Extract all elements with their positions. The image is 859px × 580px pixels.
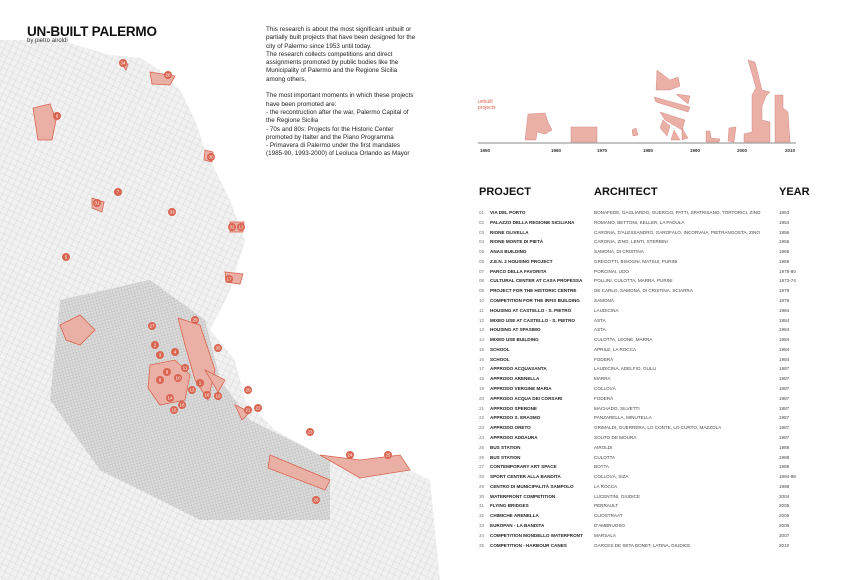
row-project: PROJECT FOR THE HISTORIC CENTRE <box>490 288 577 294</box>
map-marker-label: 15 <box>171 407 177 413</box>
row-architect: CULOTTA, LEONE, MARRA <box>594 337 653 343</box>
row-architect: MARSALA <box>594 532 616 538</box>
timeline-chart <box>470 50 810 160</box>
row-project: MIXED USE AT CASTELLO - S. PIETRO <box>490 317 575 323</box>
row-number: 01 <box>479 210 485 215</box>
row-year: 1994-99 <box>779 474 796 480</box>
row-project: APPRODO ACQUASANTA <box>490 366 547 372</box>
row-architect: LAUDICINA, ADELFIO, GULLI <box>594 366 657 372</box>
author-byline: by pietro airoldi <box>27 38 68 44</box>
timeline-year-label: 1990 <box>690 148 701 153</box>
row-project: CONTEMPORARY ART SPACE <box>490 464 557 470</box>
row-year: 2005 <box>779 513 790 519</box>
table-row <box>479 276 819 286</box>
row-number: 09 <box>479 288 485 294</box>
table-row <box>479 218 819 228</box>
table-row <box>479 511 819 521</box>
row-number: 11 <box>479 307 484 313</box>
row-project: Z.E.N. 2 HOUSING PROJECT <box>490 258 553 264</box>
row-architect: LAUDICINA <box>594 307 619 313</box>
row-architect: D'AMBRUOSO <box>594 522 625 528</box>
row-number: 04 <box>479 239 485 245</box>
row-number: 27 <box>479 464 485 470</box>
row-architect: COLLOVÀ <box>594 386 616 392</box>
row-project: COMPETITION FOR THE IRFIS BUILDING <box>490 298 580 304</box>
row-year: 1956 <box>779 239 790 245</box>
map-marker-label: 22 <box>255 405 261 411</box>
row-year: 1973-74 <box>779 278 796 284</box>
row-project: SPORT CENTER ALLA BANDITA <box>490 474 561 480</box>
row-number: 02 <box>479 219 485 225</box>
row-number: 34 <box>479 532 485 538</box>
table-row <box>479 413 819 423</box>
row-project: COMPETITION MONDELLO WATERFRONT <box>490 532 583 538</box>
row-number: 26 <box>479 454 485 460</box>
row-architect: LUCENTINI, GIUDICE <box>594 493 640 499</box>
row-number: 29 <box>479 483 485 489</box>
timeline-year-label: 1950 <box>480 148 491 153</box>
map-marker-label: 8 <box>158 377 162 383</box>
row-year: 2005 <box>779 503 790 509</box>
row-architect: DE CARLO, SAMONÀ, DI CRISTINA, SCIARRA <box>594 288 693 294</box>
table-row <box>479 394 819 404</box>
map-marker-label: 33 <box>169 209 175 215</box>
row-project: COMPETITION - HARBOUR CANES <box>490 542 567 548</box>
map-marker-label: 19 <box>215 393 221 399</box>
row-year: 1987 <box>779 366 790 372</box>
shape-1990s <box>706 127 736 142</box>
poster-title: UN-BUILT PALERMO <box>27 24 157 39</box>
table-row <box>479 267 819 277</box>
row-year: 1987 <box>779 376 790 382</box>
row-project: FLYING BRIDGES <box>490 503 529 509</box>
table-row <box>479 423 819 433</box>
table-row <box>479 345 819 355</box>
row-number: 28 <box>479 474 485 480</box>
row-year: 1984 <box>779 317 790 323</box>
row-architect: ASTA <box>594 317 606 323</box>
map-marker-label: 23 <box>307 429 313 435</box>
row-number: 18 <box>479 376 485 382</box>
row-project: APPRODO ARENELLA <box>490 376 540 382</box>
row-project: HOUSING AT CASTELLO - S. PIETRO <box>490 307 572 313</box>
row-architect: AIROLDI <box>594 444 613 450</box>
map-marker-label: 16 <box>179 402 185 408</box>
row-year: 1984 <box>779 327 790 333</box>
row-year: 1984 <box>779 356 790 362</box>
row-year: 2006 <box>779 522 790 528</box>
table-row <box>479 462 819 472</box>
row-architect: ASTA <box>594 327 606 333</box>
row-architect: PERRAULT <box>594 503 619 509</box>
row-architect: ROMANO, BETTONI, KELLER, LA PADULA <box>594 219 685 225</box>
row-number: 32 <box>479 513 485 519</box>
row-number: 33 <box>479 522 485 528</box>
table-row <box>479 433 819 443</box>
row-project: APPRODO ORETO <box>490 425 531 431</box>
row-year: 1987 <box>779 425 790 431</box>
row-architect: GREGOTTI, BISOGNI, MATSUI, PURINI <box>594 258 678 264</box>
map-marker-label: 13 <box>189 387 195 393</box>
map-marker-label: 1 <box>198 380 202 386</box>
row-year: 2010 <box>779 542 790 548</box>
map-marker-label: 11 <box>182 365 188 371</box>
table-row <box>479 355 819 365</box>
row-project: BUS STATION <box>490 454 521 460</box>
shape-2000s <box>744 60 790 142</box>
row-project: EUROPAN - LA BANDITA <box>490 522 545 528</box>
row-number: 30 <box>479 493 485 499</box>
row-year: 1987 <box>779 415 790 421</box>
table-row <box>479 237 819 247</box>
row-project: APPRODO S. ERASMO <box>490 415 541 421</box>
map-marker-label: 28 <box>165 72 171 78</box>
row-number: 22 <box>479 415 485 421</box>
row-year: 1984 <box>779 346 790 352</box>
table-row <box>479 404 819 414</box>
map-marker-label: 29 <box>192 317 198 323</box>
timeline-year-label: 2010 <box>785 148 796 153</box>
row-project: APPRODO ADDAURA <box>490 434 538 440</box>
row-number: 16 <box>479 356 485 362</box>
row-year: 1965 <box>779 249 790 255</box>
row-number: 07 <box>479 268 485 274</box>
row-year: 1979 <box>779 288 790 294</box>
row-number: 25 <box>479 444 485 450</box>
row-number: 13 <box>479 327 485 333</box>
row-year: 1953 <box>779 210 790 215</box>
row-architect: PORCINAI, UDO <box>594 268 629 274</box>
row-year: 1987 <box>779 434 790 440</box>
row-architect: GRIMALDI, GUERRERA, LO CONTE, LO CURTO, MAZZOLA <box>594 425 722 431</box>
row-architect: MACHADO, SILVETTI <box>594 405 640 411</box>
row-project: ANAS BUILDING <box>490 249 527 255</box>
table-row <box>479 443 819 453</box>
row-architect: FODERÀ <box>594 356 614 362</box>
row-project: PALAZZO DELLA REGIONE SICILIANA <box>490 219 575 225</box>
table-row <box>479 286 819 296</box>
row-year: 1987 <box>779 395 790 401</box>
row-year: 1988 <box>779 464 790 470</box>
table-row <box>479 247 819 257</box>
map-marker-label: 25 <box>385 452 391 458</box>
map-marker-label: 14 <box>167 395 173 401</box>
row-number: 06 <box>479 258 485 264</box>
shape-1980s <box>654 70 690 140</box>
timeline-year-label: 1960 <box>551 148 562 153</box>
shape-1950s <box>525 113 552 140</box>
row-number: 31 <box>479 503 485 509</box>
table-row <box>479 453 819 463</box>
row-project: RIONE OLIVELLA <box>490 229 529 235</box>
row-architect: CARONIA, D'ALESSANDRO, GAROFALO, INCORVAIA, PIETRANGOSTA, ZINO <box>594 229 761 235</box>
table-row <box>479 257 819 267</box>
row-architect: APRILE, LA ROCCA <box>594 346 637 352</box>
row-number: 03 <box>479 229 485 235</box>
row-year: 1984 <box>779 307 790 313</box>
table-row <box>479 306 819 316</box>
map-marker-label: 3 <box>158 352 162 358</box>
intro-text: This research is about the most significant unbuilt or partially built projects that have been designed for the city of Palermo since 1953 until today. The research collects competitions and direct assignments promoted by public bodies like the Municipality of Palermo and the Regione Sicilia among others. The most important moments in which these projects have been promoted are: - the recontruction after the war, Palermo Capital of the Regione Sicilia - 70s and 80s: Projects for the Historic Center promoted by Italter and the Piano Programma - Primavera di Palermo under the first mandates (1985-90, 1993-2000) of Leoluca Orlando as Mayor <box>266 26 416 158</box>
timeline-year-label: 1980 <box>643 148 654 153</box>
row-year: 1979 <box>779 298 790 304</box>
map-marker-label: 34 <box>120 60 126 66</box>
row-year: 1987 <box>779 405 790 411</box>
map-marker-label: 18 <box>204 392 210 398</box>
row-project: VIA DEL PORTO <box>490 210 526 215</box>
row-year: 1984 <box>779 337 790 343</box>
row-number: 21 <box>479 405 485 411</box>
row-architect: BONAFEDE, GAGLIARDO, GUERCIO, PATTI, SPATRISANO, TORTORICI, ZINO <box>594 210 761 215</box>
row-architect: SAMONÀ <box>594 298 614 304</box>
table-row <box>479 501 819 511</box>
table-row <box>479 335 819 345</box>
table-row <box>479 531 819 541</box>
map-marker-label: 4 <box>173 349 177 355</box>
row-year: 2004 <box>779 493 790 499</box>
shape-1970s <box>632 128 638 136</box>
row-number: 08 <box>479 278 485 284</box>
row-number: 05 <box>479 249 485 255</box>
timeline-year-label: 1970 <box>597 148 608 153</box>
row-year: 1988 <box>779 454 790 460</box>
table-row <box>479 384 819 394</box>
row-project: CHIMICHE ARENELLA <box>490 513 539 519</box>
row-architect: GARCES DE SETA BONET, LATINA, GIUDICE <box>594 542 691 548</box>
map-marker-label: 2 <box>153 342 157 348</box>
table-row <box>479 325 819 335</box>
map-marker-label: 32 <box>229 224 235 230</box>
row-number: 10 <box>479 298 485 304</box>
map-marker-label: 6 <box>55 113 59 119</box>
timeline-label-line2: projects <box>478 105 496 111</box>
row-year: 1969 <box>779 258 790 264</box>
row-architect: CARONIA, ZINO, LENTI, STERBINI <box>594 239 668 245</box>
row-project: MIXED USE BUILDING <box>490 337 539 343</box>
table-row <box>479 316 819 326</box>
map-marker-label: 7 <box>116 189 120 195</box>
map-marker-label: 27 <box>149 323 155 329</box>
map-marker-label: 12 <box>238 224 244 230</box>
row-architect: CLIOSTRAAT <box>594 513 623 519</box>
map-marker-label: 35 <box>215 345 221 351</box>
row-architect: SOUTO DE MOURA <box>594 434 637 440</box>
table-row <box>479 521 819 531</box>
row-project: PARCO DELLA FAVORITA <box>490 268 547 274</box>
map-marker-label: 26 <box>313 497 319 503</box>
row-year: 1988 <box>779 444 790 450</box>
row-project: RIONE MONTE DI PIETÀ <box>490 239 544 245</box>
row-number: 23 <box>479 425 485 431</box>
map-marker-label: 24 <box>347 452 353 458</box>
row-architect: CULOTTA <box>594 454 616 460</box>
row-year: 2007 <box>779 532 790 538</box>
map-marker-label: 10 <box>175 375 181 381</box>
map-marker-label: 5 <box>64 254 68 260</box>
row-number: 20 <box>479 395 485 401</box>
row-architect: SAMONÀ, DI CRISTINA <box>594 249 644 255</box>
map-marker-label: 30 <box>208 154 214 160</box>
row-architect: MARRA <box>594 376 611 382</box>
header-architect: ARCHITECT <box>594 186 658 198</box>
row-year: 1998 <box>779 483 790 489</box>
row-project: APPRODO ACQUA DEI CORSARI <box>490 395 563 401</box>
map-marker-label: 17 <box>226 276 232 282</box>
row-number: 15 <box>479 346 485 352</box>
row-architect: COLLOVÀ, SIZA <box>594 474 629 480</box>
row-number: 19 <box>479 386 485 392</box>
map-marker-label: 31 <box>94 200 100 206</box>
shape-1960s <box>571 127 597 142</box>
row-architect: LA ROCCA <box>594 483 618 489</box>
row-project: APPRODO VERGINE MARIA <box>490 386 552 392</box>
row-architect: FODERÀ <box>594 395 614 401</box>
table-row <box>479 228 819 238</box>
table-row <box>479 296 819 306</box>
row-project: APPRODO SPERONE <box>490 405 537 411</box>
table-row <box>479 374 819 384</box>
table-row <box>479 364 819 374</box>
timeline-year-label: 2000 <box>737 148 748 153</box>
row-architect: POLLINI, CULOTTA, MARRA, PURINI <box>594 278 673 284</box>
timeline-year-labels <box>480 148 796 153</box>
row-number: 35 <box>479 542 485 548</box>
row-year: 1956 <box>779 229 790 235</box>
row-number: 14 <box>479 337 485 343</box>
map-marker-label: 20 <box>245 387 251 393</box>
row-architect: BOTTA <box>594 464 609 470</box>
row-project: SCHOOL <box>490 356 510 362</box>
row-year: 1978-80 <box>779 268 796 274</box>
header-project: PROJECT <box>479 186 531 198</box>
row-project: SCHOOL <box>490 346 510 352</box>
map-marker-label: 9 <box>165 369 169 375</box>
header-year: YEAR <box>779 186 810 198</box>
row-project: HOUSING AT SPASIMO <box>490 327 541 333</box>
timeline-label-line1: unbuilt <box>478 99 493 105</box>
row-number: 17 <box>479 366 485 372</box>
table-row <box>479 541 819 551</box>
row-number: 24 <box>479 434 485 440</box>
row-project: CENTRO DI MUNICIPALITÀ SAMPOLO <box>490 483 574 489</box>
row-number: 12 <box>479 317 485 323</box>
table-row <box>479 492 819 502</box>
table-row <box>479 472 819 482</box>
row-architect: PANZARELLA, MINUTELLA <box>594 415 652 421</box>
row-project: BUS STATION <box>490 444 521 450</box>
table-row <box>479 208 819 218</box>
table-row <box>479 482 819 492</box>
timeline-shapes <box>525 60 790 142</box>
map-marker-label: 21 <box>245 407 251 413</box>
row-year: 1954 <box>779 219 790 225</box>
row-year: 1987 <box>779 386 790 392</box>
row-project: CULTURAL CENTER AT CASA PROFESSA <box>490 278 583 284</box>
row-project: WATERFRONT COMPETITION <box>490 493 556 499</box>
